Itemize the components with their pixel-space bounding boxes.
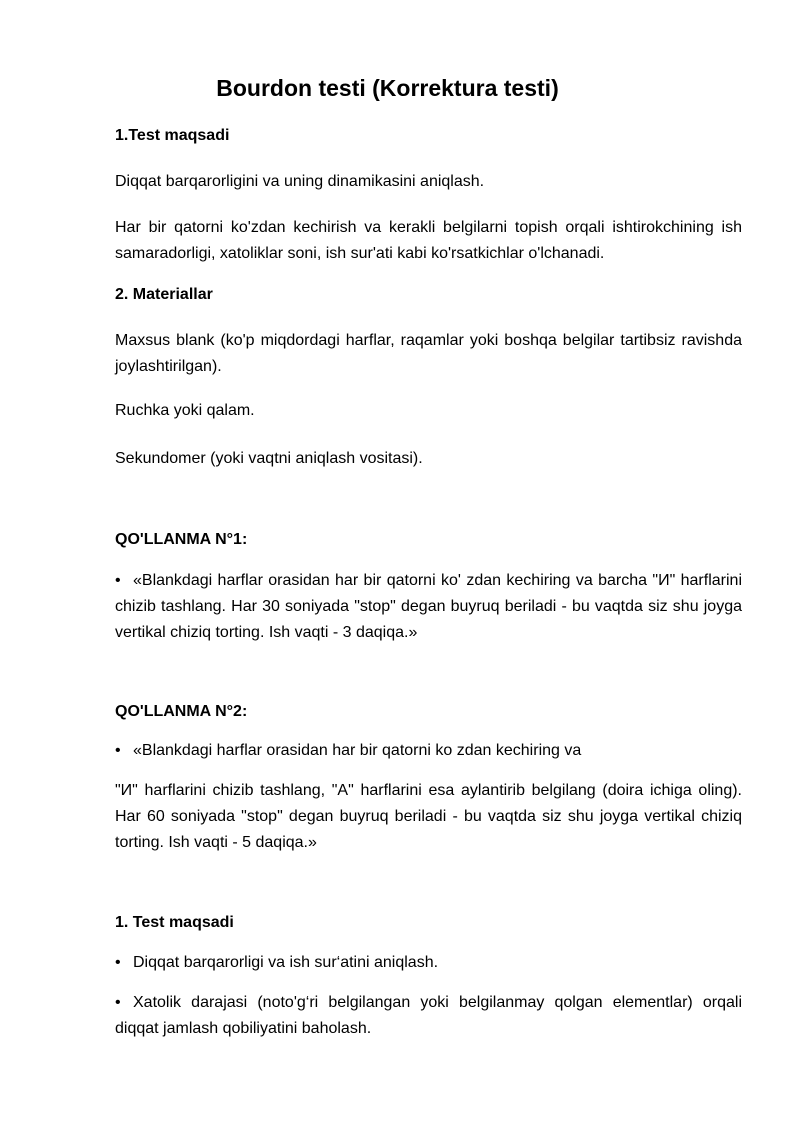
- goal-2-item-1: Diqqat barqarorligi va ish sur‘atini aniqlash.: [133, 954, 439, 971]
- section-heading-guide-2: QO'LLANMA N°2:: [115, 703, 248, 720]
- guide-1-text: «Blankdagi harflar orasidan har bir qatorni ko' zdan kechiring va barcha "И" harflarini chizib tashlang. Har 30 soniyada "stop" degan buyruq beriladi - bu vaqtda siz shu joyga vertikal chiziq torting. Ish vaqti - 3 daqiqa.»: [115, 572, 742, 641]
- list-item-goal-2-1: [115, 950, 742, 976]
- section-heading-materials: 2. Materiallar: [115, 286, 213, 303]
- bullet-icon: •: [115, 954, 121, 971]
- section-heading-guide-1: QO'LLANMA N°1:: [115, 531, 248, 548]
- paragraph-materials-3: Sekundomer (yoki vaqtni aniqlash vositasi).: [115, 450, 423, 467]
- paragraph-materials-2: Ruchka yoki qalam.: [115, 402, 255, 419]
- bullet-icon: •: [115, 994, 121, 1011]
- paragraph-goal-1: Diqqat barqarorligini va uning dinamikasini aniqlash.: [115, 173, 485, 190]
- guide-2-text-1: «Blankdagi harflar orasidan har bir qatorni ko zdan kechiring va: [133, 742, 582, 759]
- paragraph-materials-1: Maxsus blank (ko'p miqdordagi harflar, raqamlar yoki boshqa belgilar tartibsiz ravishda joylashtirilgan).: [115, 332, 742, 375]
- document-title: Bourdon testi (Korrektura testi): [216, 75, 559, 101]
- paragraph-goal-2: Har bir qatorni ko'zdan kechirish va kerakli belgilarni topish orqali ishtirokchining ish samaradorligi, xatoliklar soni, ish sur'ati kabi ko'rsatkichlar o'lchanadi.: [115, 219, 742, 262]
- goal-2-item-2: Xatolik darajasi (noto'g‘ri belgilangan yoki belgilanmay qolgan elementlar) orqali diqqat jamlash qobiliyatini baholash.: [115, 994, 742, 1037]
- list-item-goal-2-2: [115, 990, 742, 1042]
- paragraph-guide-2-line-2: "И" harflarini chizib tashlang, "A" harflarini esa aylantirib belgilang (doira ichiga oling). Har 60 soniyada "stop" degan buyruq beriladi - bu vaqtda siz shu joyga vertikal chiziq torting. Ish vaqti - 5 daqiqa.»: [115, 782, 742, 851]
- section-heading-test-goal-2: 1. Test maqsadi: [115, 914, 234, 931]
- bullet-icon: •: [115, 742, 121, 759]
- paragraph-guide-2-line-1: [115, 738, 742, 764]
- section-heading-test-goal: 1.Test maqsadi: [115, 127, 230, 144]
- paragraph-guide-1: [115, 568, 742, 646]
- bullet-icon: •: [115, 572, 121, 589]
